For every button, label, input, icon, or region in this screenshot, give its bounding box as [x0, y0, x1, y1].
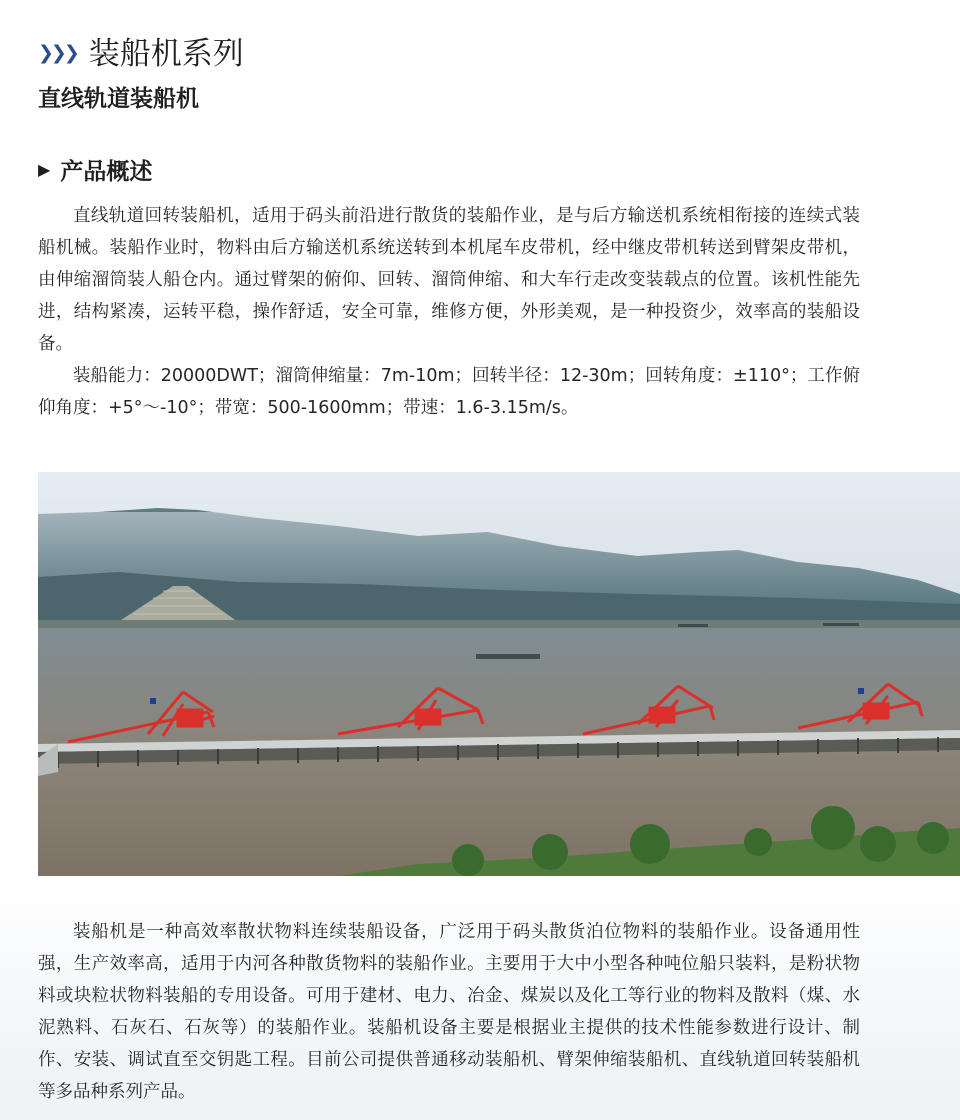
specs-paragraph: 装船能力：20000DWT；溜筒伸缩量：7m-10m；回转半径：12-30m；回转角度：±110°；工作俯仰角度：+5°～-10°；带宽：500-1600mm；带速：1.6-3.15m/s。 [38, 366, 860, 418]
product-name: 直线轨道装船机 [38, 85, 199, 112]
overview-paragraph: 直线轨道回转装船机，适用于码头前沿进行散货的装船作业，是与后方输送机系统相衔接的连续式装船机械。装船作业时，物料由后方输送机系统送转到本机尾车皮带机，经中继皮带机转送到臂架皮带机，由伸缩溜筒装人船仓内。通过臂架的俯仰、回转、溜筒伸缩、和大车行走改变装载点的位置。该机性能先进，结构紧凑，运转平稳，操作舒适，安全可靠，维修方便，外形美观，是一种投资少，效率高的装船设备。 [38, 206, 860, 354]
closing-paragraph: 装船机是一种高效率散状物料连续装船设备，广泛用于码头散货泊位物料的装船作业。设备通用性强，生产效率高，适用于内河各种散货物料的装船作业。主要用于大中小型各种吨位船只装料，是粉状物料或块粒状物料装船的专用设备。可用于建材、电力、冶金、煤炭以及化工等行业的物料及散料（煤、水泥熟料、石灰石、石灰等）的装船作业。装船机设备主要是根据业主提供的技术性能参数进行设计、制作、安装、调试直至交钥匙工程。目前公司提供普通移动装船机、臂架伸缩装船机、直线轨道回转装船机等多品种系列产品。 [38, 922, 860, 1102]
series-title: 装船机系列 [88, 36, 244, 72]
series-header [38, 28, 244, 73]
ship-loader-photo [38, 472, 960, 876]
closing-text [38, 916, 860, 1108]
far-shore [38, 620, 960, 628]
section-label: 产品概述 [60, 159, 153, 185]
triple-chevron-right-icon: ❯❯❯ [38, 41, 77, 64]
triangle-right-icon: ▶ [38, 160, 51, 179]
section-heading [38, 153, 152, 186]
overview-text [38, 200, 860, 424]
distant-boat [476, 654, 540, 659]
